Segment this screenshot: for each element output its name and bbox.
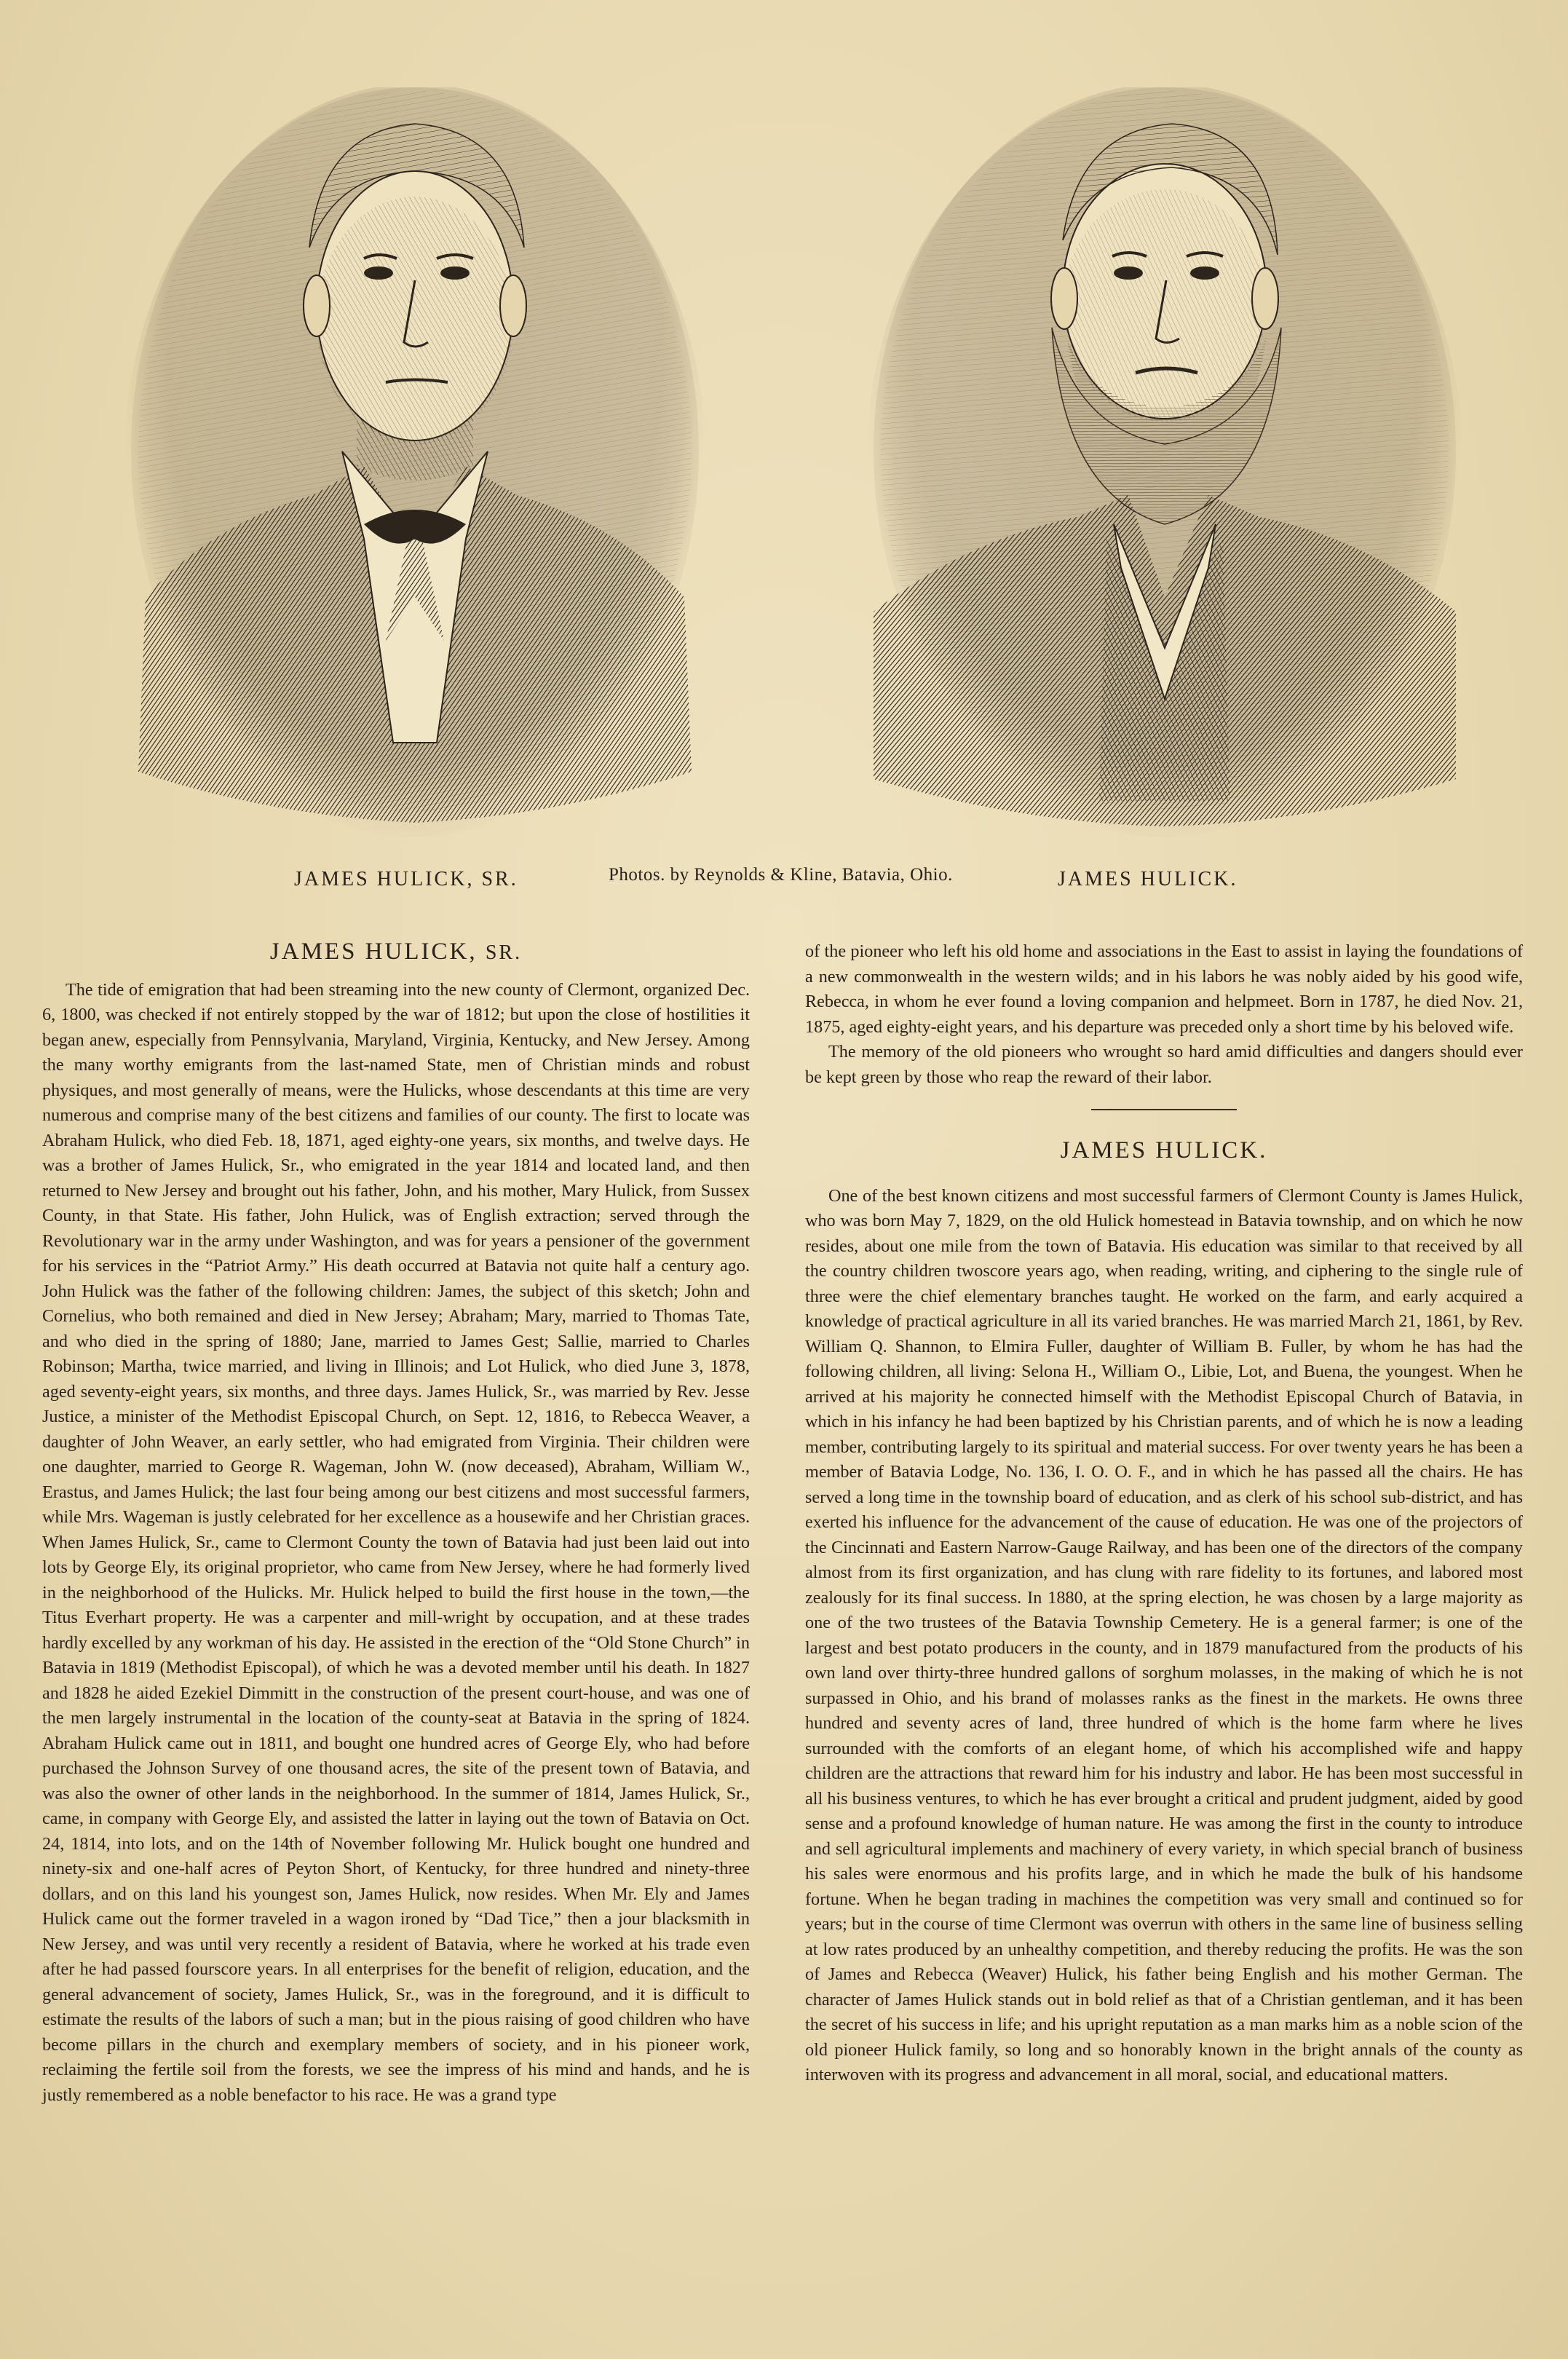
right-column [805, 939, 1523, 2088]
photo-credit: Photos. by Reynolds & Kline, Batavia, Ohio. [609, 865, 953, 885]
heading-sr-main: JAMES HULICK, [269, 939, 486, 965]
sr-biography-continued: of the pioneer who left his old home and associations in the East to assist in laying the foundations of a new commonwealth in the western wilds; and in his labors he was nobly aided by his good wife, Rebecca, in whom he ever found a loving companion and helpmeet. Born in 1787, he died Nov. 21, 1875, aged eighty-eight years, and his departure was preceded only a short time by his beloved wife. [805, 941, 1523, 1037]
engraving-jr [866, 87, 1463, 837]
sr-biography-text: The tide of emigration that had been streaming into the new county of Clermont, organized Dec. 6, 1800, was checked if not entirely stopped by the war of 1812; but upon the close of hostilities it began anew, especially from Pennsylvania, Maryland, Virginia, Kentucky, and New Jersey. Among the many worthy emigrants from the last-named State, men of Christian minds and robust physiques, and most generally of means, were the Hulicks, whose descendants at this time are very numerous and comprise many of the best citizens and families of our county. The first to locate was Abraham Hulick, who died Feb. 18, 1871, aged eighty-one years, six months, and twelve days. He was a brother of James Hulick, Sr., who emigrated in the year 1814 and located land, and then returned to New Jersey and brought out his father, John, and his mother, Mary Hulick, from Sussex County, in that State. His father, John Hulick, was of English extraction; served through the Revolutionary war in the army under Washington, and was for years a pensioner of the government for his services in the “Patriot Army.” His death occurred at Batavia not quite half a century ago. John Hulick was the father of the following children: James, the subject of this sketch; John and Cornelius, who both remained and died in New Jersey; Abraham; Mary, married to Thomas Tate, and who died in the spring of 1880; Jane, married to James Gest; Sallie, married to Charles Robinson; Martha, twice married, and living in Illinois; and Lot Hulick, who died June 3, 1878, aged seventy-eight years, six months, and three days. James Hulick, Sr., was married by Rev. Jesse Justice, a minister of the Methodist Episcopal Church, on Sept. 12, 1816, to Rebecca Weaver, a daughter of John Weaver, an early settler, who had emigrated from Virginia. Their children were one daughter, married to George R. Wageman, John W. (now deceased), Abraham, William W., Erastus, and James Hulick; the last four being among our best citizens and most successful farmers, while Mrs. Wageman is justly celebrated for her excellence as a housewife and her Christian graces. When James Hulick, Sr., came to Clermont County the town of Batavia had just been laid out into lots by George Ely, its original proprietor, who came from New Jersey, where he had formerly lived in the neighborhood of the Hulicks. Mr. Hulick helped to build the first house in the town,—the Titus Everhart property. He was a carpenter and mill-wright by occupation, and at these trades hardly excelled by any workman of his day. He assisted in the erection of the “Old Stone Church” in Batavia in 1819 (Methodist Episcopal), of which he was a devoted member until his death. In 1827 and 1828 he aided Ezekiel Dimmitt in the construction of the present court-house, and was one of the men largely instrumental in the location of the county-seat at Batavia in the spring of 1824. Abraham Hulick came out in 1811, and bought one hundred acres of George Ely, who had before purchased the Johnson Survey of one thousand acres, the site of the present town of Batavia, and was also the owner of other lands in the neighborhood. In the summer of 1814, James Hulick, Sr., came, in company with George Ely, and assisted the latter in laying out the town of Batavia on Oct. 24, 1814, into lots, and on the 14th of November following Mr. Hulick bought one hundred and ninety-six and one-half acres of Peyton Short, of Kentucky, for three hundred and ninety-three dollars, and on this land his youngest son, James Hulick, now resides. When Mr. Ely and James Hulick came out the former traveled in a wagon ironed by “Dad Tice,” then a jour blacksmith in New Jersey, and was until very recently a resident of Batavia, where he worked at his trade even after he had passed fourscore years. In all enterprises for the benefit of religion, education, and the general advancement of society, James Hulick, Sr., was in the foreground, and it is difficult to estimate the results of the labors of such a man; but in the pious raising of good children who have become pillars in the church and exemplary members of society, and in his pioneer work, reclaiming the fertile soil from the forests, we see the impress of his mind and hands, and he is justly remembered as a noble benefactor to his race. He was a grand type [42, 979, 750, 2105]
jr-biography-text: One of the best known citizens and most successful farmers of Clermont County is James Hulick, who was born May 7, 1829, on the old Hulick homestead in Batavia township, and on which he now resides, about one mile from the town of Batavia. His education was similar to that received by all the country children twoscore years ago, when reading, writing, and ciphering to the single rule of three were the chief elementary branches taught. He worked on the farm, and early acquired a knowledge of practical agriculture in all its varied branches. He was married March 21, 1861, by Rev. William Q. Shannon, to Elmira Fuller, daughter of William B. Fuller, by whom he has had the following children, all living: Selona H., William O., Libie, Lot, and Buena, the youngest. When he arrived at his majority he connected himself with the Methodist Episcopal Church of Batavia, in which in his infancy he had been baptized by his Christian parents, and of which he is now a leading member, contributing largely to its spiritual and material success. For over twenty years he has been a member of Batavia Lodge, No. 136, I. O. O. F., and in which he has passed all the chairs. He has served a long time in the township board of education, and as clerk of his school sub-district, and has exerted his influence for the advancement of the cause of education. He was one of the projectors of the Cincinnati and Eastern Narrow-Gauge Railway, and has been one of the directors of the company almost from its first organization, and has clung with rare fidelity to its fortunes, and labored most zealously for its final success. In 1880, at the spring election, he was chosen by a large majority as one of the two trustees of the Batavia Township Cemetery. He is a general farmer; is one of the largest and best potato producers in the county, and in 1879 manufactured from the products of his own land over thirty-three hundred gallons of sorghum molasses, in the making of which he is not surpassed in Ohio, and his brand of molasses ranks as the finest in the markets. He owns three hundred and seventy acres of land, three hundred of which is the home farm where he lives surrounded with the comforts of an elegant home, of which his accomplished wife and happy children are the attractions that reward him for his industry and labor. He has been most successful in all his business ventures, to which he has ever brought a critical and prudent judgment, aided by good sense and a profound knowledge of human nature. He was among the first in the county to introduce and sell agricultural implements and machinery of every variety, in which special branch of business his sales were enormous and his profits large, and in which he made the bulk of his handsome fortune. When he began trading in machines the competition was very small and continued so for years; but in the course of time Clermont was overrun with others in the same line of business selling at low rates produced by an unhealthy competition, and thereby reducing the profits. He was the son of James and Rebecca (Weaver) Hulick, his father being English and his mother German. The character of James Hulick stands out in bold relief as that of a Christian gentleman, and it has been the secret of his success in life; and his upright reputation as a man marks him as a noble scion of the old pioneer Hulick family, so long and so honorably known in the bright annals of the county as interwoven with its progress and advancement in all moral, social, and educational matters. [805, 1185, 1523, 2085]
heading-james-hulick: JAMES HULICK. [1060, 1137, 1268, 1163]
portrait-james-hulick-sr [124, 87, 706, 837]
sr-biography-closing: The memory of the old pioneers who wrought so hard amid difficulties and dangers should ever be kept green by those who reap the reward of their labor. [805, 1042, 1523, 1087]
section-divider [1091, 1109, 1237, 1110]
caption-left: JAMES HULICK, SR. [294, 868, 518, 890]
portrait-james-hulick [866, 87, 1463, 837]
engraving-sr [124, 87, 706, 837]
caption-right: JAMES HULICK. [1058, 868, 1238, 890]
heading-sr-suffix: SR. [485, 941, 523, 964]
left-column [42, 939, 750, 2108]
heading-james-hulick-sr [42, 939, 750, 966]
